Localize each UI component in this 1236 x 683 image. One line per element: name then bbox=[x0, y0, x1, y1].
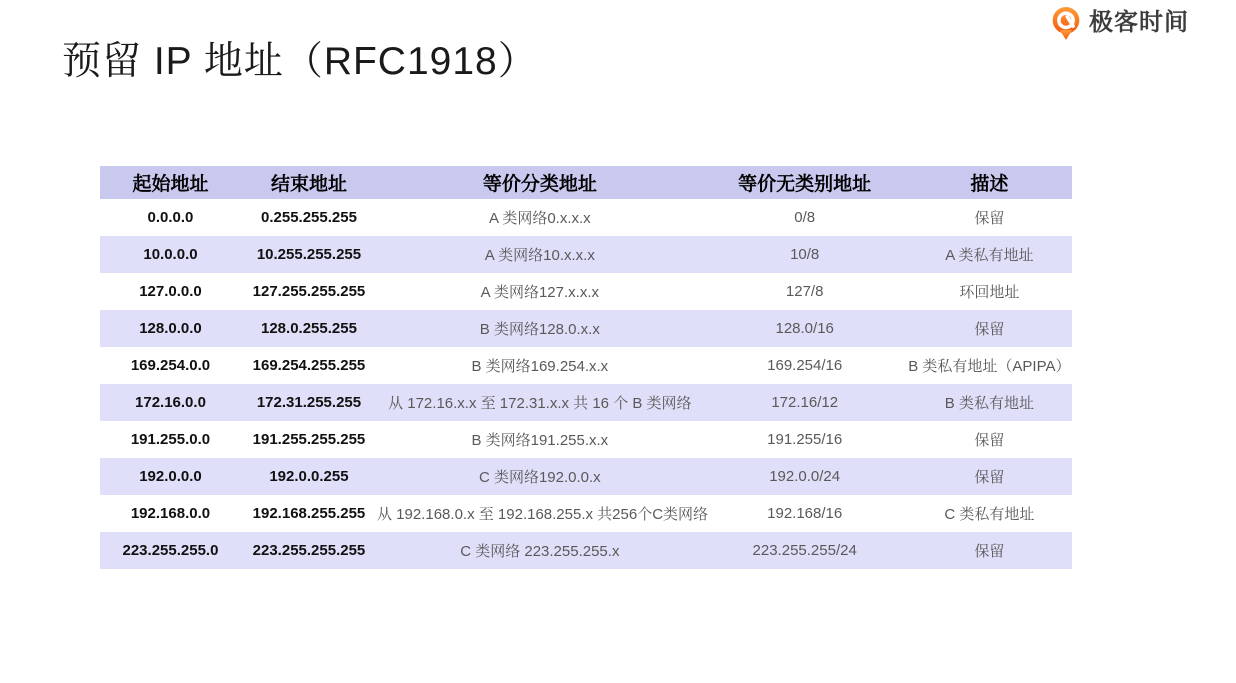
table-row bbox=[100, 347, 1072, 384]
table-cell: 223.255.255/24 bbox=[752, 542, 857, 559]
table-cell: 191.255.255.255 bbox=[252, 431, 366, 448]
table-cell: 从 172.16.x.x 至 172.31.x.x 共 16 个 B 类网络 bbox=[388, 395, 692, 412]
table-cell: 172.16.0.0 bbox=[135, 394, 206, 411]
column-header: 等价分类地址 bbox=[377, 166, 703, 199]
table-cell: 127.255.255.255 bbox=[252, 283, 366, 300]
table-row bbox=[100, 273, 1072, 310]
table-cell: 192.168/16 bbox=[767, 505, 843, 522]
column-header: 起始地址 bbox=[100, 166, 241, 199]
geektime-logo bbox=[1050, 5, 1189, 41]
table-cell: 保留 bbox=[974, 210, 1005, 227]
table-cell: B 类网络128.0.x.x bbox=[479, 321, 600, 338]
table-cell: 保留 bbox=[974, 543, 1005, 560]
table-row bbox=[100, 310, 1072, 347]
table-body bbox=[100, 199, 1072, 569]
table-cell: 0.0.0.0 bbox=[147, 209, 194, 226]
table-row bbox=[100, 458, 1072, 495]
table-header bbox=[100, 166, 1072, 199]
table-cell: C 类私有地址 bbox=[944, 506, 1035, 523]
table-cell: A 类网络10.x.x.x bbox=[484, 247, 595, 264]
table-cell: 127/8 bbox=[785, 283, 824, 300]
table-row bbox=[100, 532, 1072, 569]
column-header: 描述 bbox=[907, 166, 1072, 199]
table-cell: 169.254.255.255 bbox=[252, 357, 366, 374]
table-cell: 10.0.0.0 bbox=[143, 246, 198, 263]
table-cell: 192.168.0.0 bbox=[130, 505, 211, 522]
table-cell: A 类私有地址 bbox=[945, 247, 1034, 264]
geektime-q-icon bbox=[1050, 5, 1082, 41]
column-header: 等价无类别地址 bbox=[703, 166, 907, 199]
table-cell: 从 192.168.0.x 至 192.168.255.x 共256个C类网络 bbox=[377, 506, 709, 523]
table-row bbox=[100, 495, 1072, 532]
table-row bbox=[100, 236, 1072, 273]
table-cell: C 类网络 223.255.255.x bbox=[460, 543, 620, 560]
table-cell: 环回地址 bbox=[959, 284, 1020, 301]
table-cell: 172.31.255.255 bbox=[256, 394, 362, 411]
table-cell: B 类私有地址 bbox=[944, 395, 1034, 412]
table-cell: B 类网络169.254.x.x bbox=[471, 358, 609, 375]
table-cell: 0/8 bbox=[794, 209, 816, 226]
table-row bbox=[100, 199, 1072, 236]
table-cell: B 类网络191.255.x.x bbox=[471, 432, 609, 449]
table-cell: 192.168.255.255 bbox=[252, 505, 366, 522]
table-cell: 保留 bbox=[974, 321, 1005, 338]
table-cell: 191.255.0.0 bbox=[130, 431, 211, 448]
table-header-row bbox=[100, 166, 1072, 199]
table-cell: C 类网络192.0.0.x bbox=[478, 469, 601, 486]
table-cell: 223.255.255.0 bbox=[122, 542, 219, 559]
table-cell: 128.0.255.255 bbox=[261, 320, 357, 337]
table-cell: 192.0.0.0 bbox=[139, 468, 202, 485]
table-cell: A 类网络127.x.x.x bbox=[480, 284, 599, 301]
table-cell: 保留 bbox=[974, 432, 1005, 449]
column-header: 结束地址 bbox=[241, 166, 377, 199]
table-cell: 169.254/16 bbox=[767, 357, 843, 374]
table-cell: 128.0/16 bbox=[775, 320, 834, 337]
table-cell: 10/8 bbox=[790, 246, 820, 263]
table-cell: 保留 bbox=[974, 469, 1005, 486]
table-cell: 192.0.0.255 bbox=[269, 468, 349, 485]
table-cell: 223.255.255.255 bbox=[252, 542, 366, 559]
table-cell: A 类网络0.x.x.x bbox=[488, 210, 591, 227]
table-cell: 128.0.0.0 bbox=[139, 320, 202, 337]
table-cell: 191.255/16 bbox=[767, 431, 843, 448]
table-cell: 172.16/12 bbox=[771, 394, 839, 411]
table-cell: 192.0.0/24 bbox=[769, 468, 841, 485]
table-row bbox=[100, 384, 1072, 421]
reserved-ip-table bbox=[100, 166, 1072, 569]
page-title: 预留 IP 地址（RFC1918） bbox=[62, 40, 538, 83]
table-cell: 169.254.0.0 bbox=[130, 357, 211, 374]
table-cell: 10.255.255.255 bbox=[256, 246, 362, 263]
table-cell: 127.0.0.0 bbox=[139, 283, 202, 300]
table-cell: 0.255.255.255 bbox=[261, 209, 357, 226]
logo-text: 极客时间 bbox=[1089, 9, 1189, 36]
table-cell: B 类私有地址（APIPA） bbox=[908, 358, 1071, 375]
table-row bbox=[100, 421, 1072, 458]
